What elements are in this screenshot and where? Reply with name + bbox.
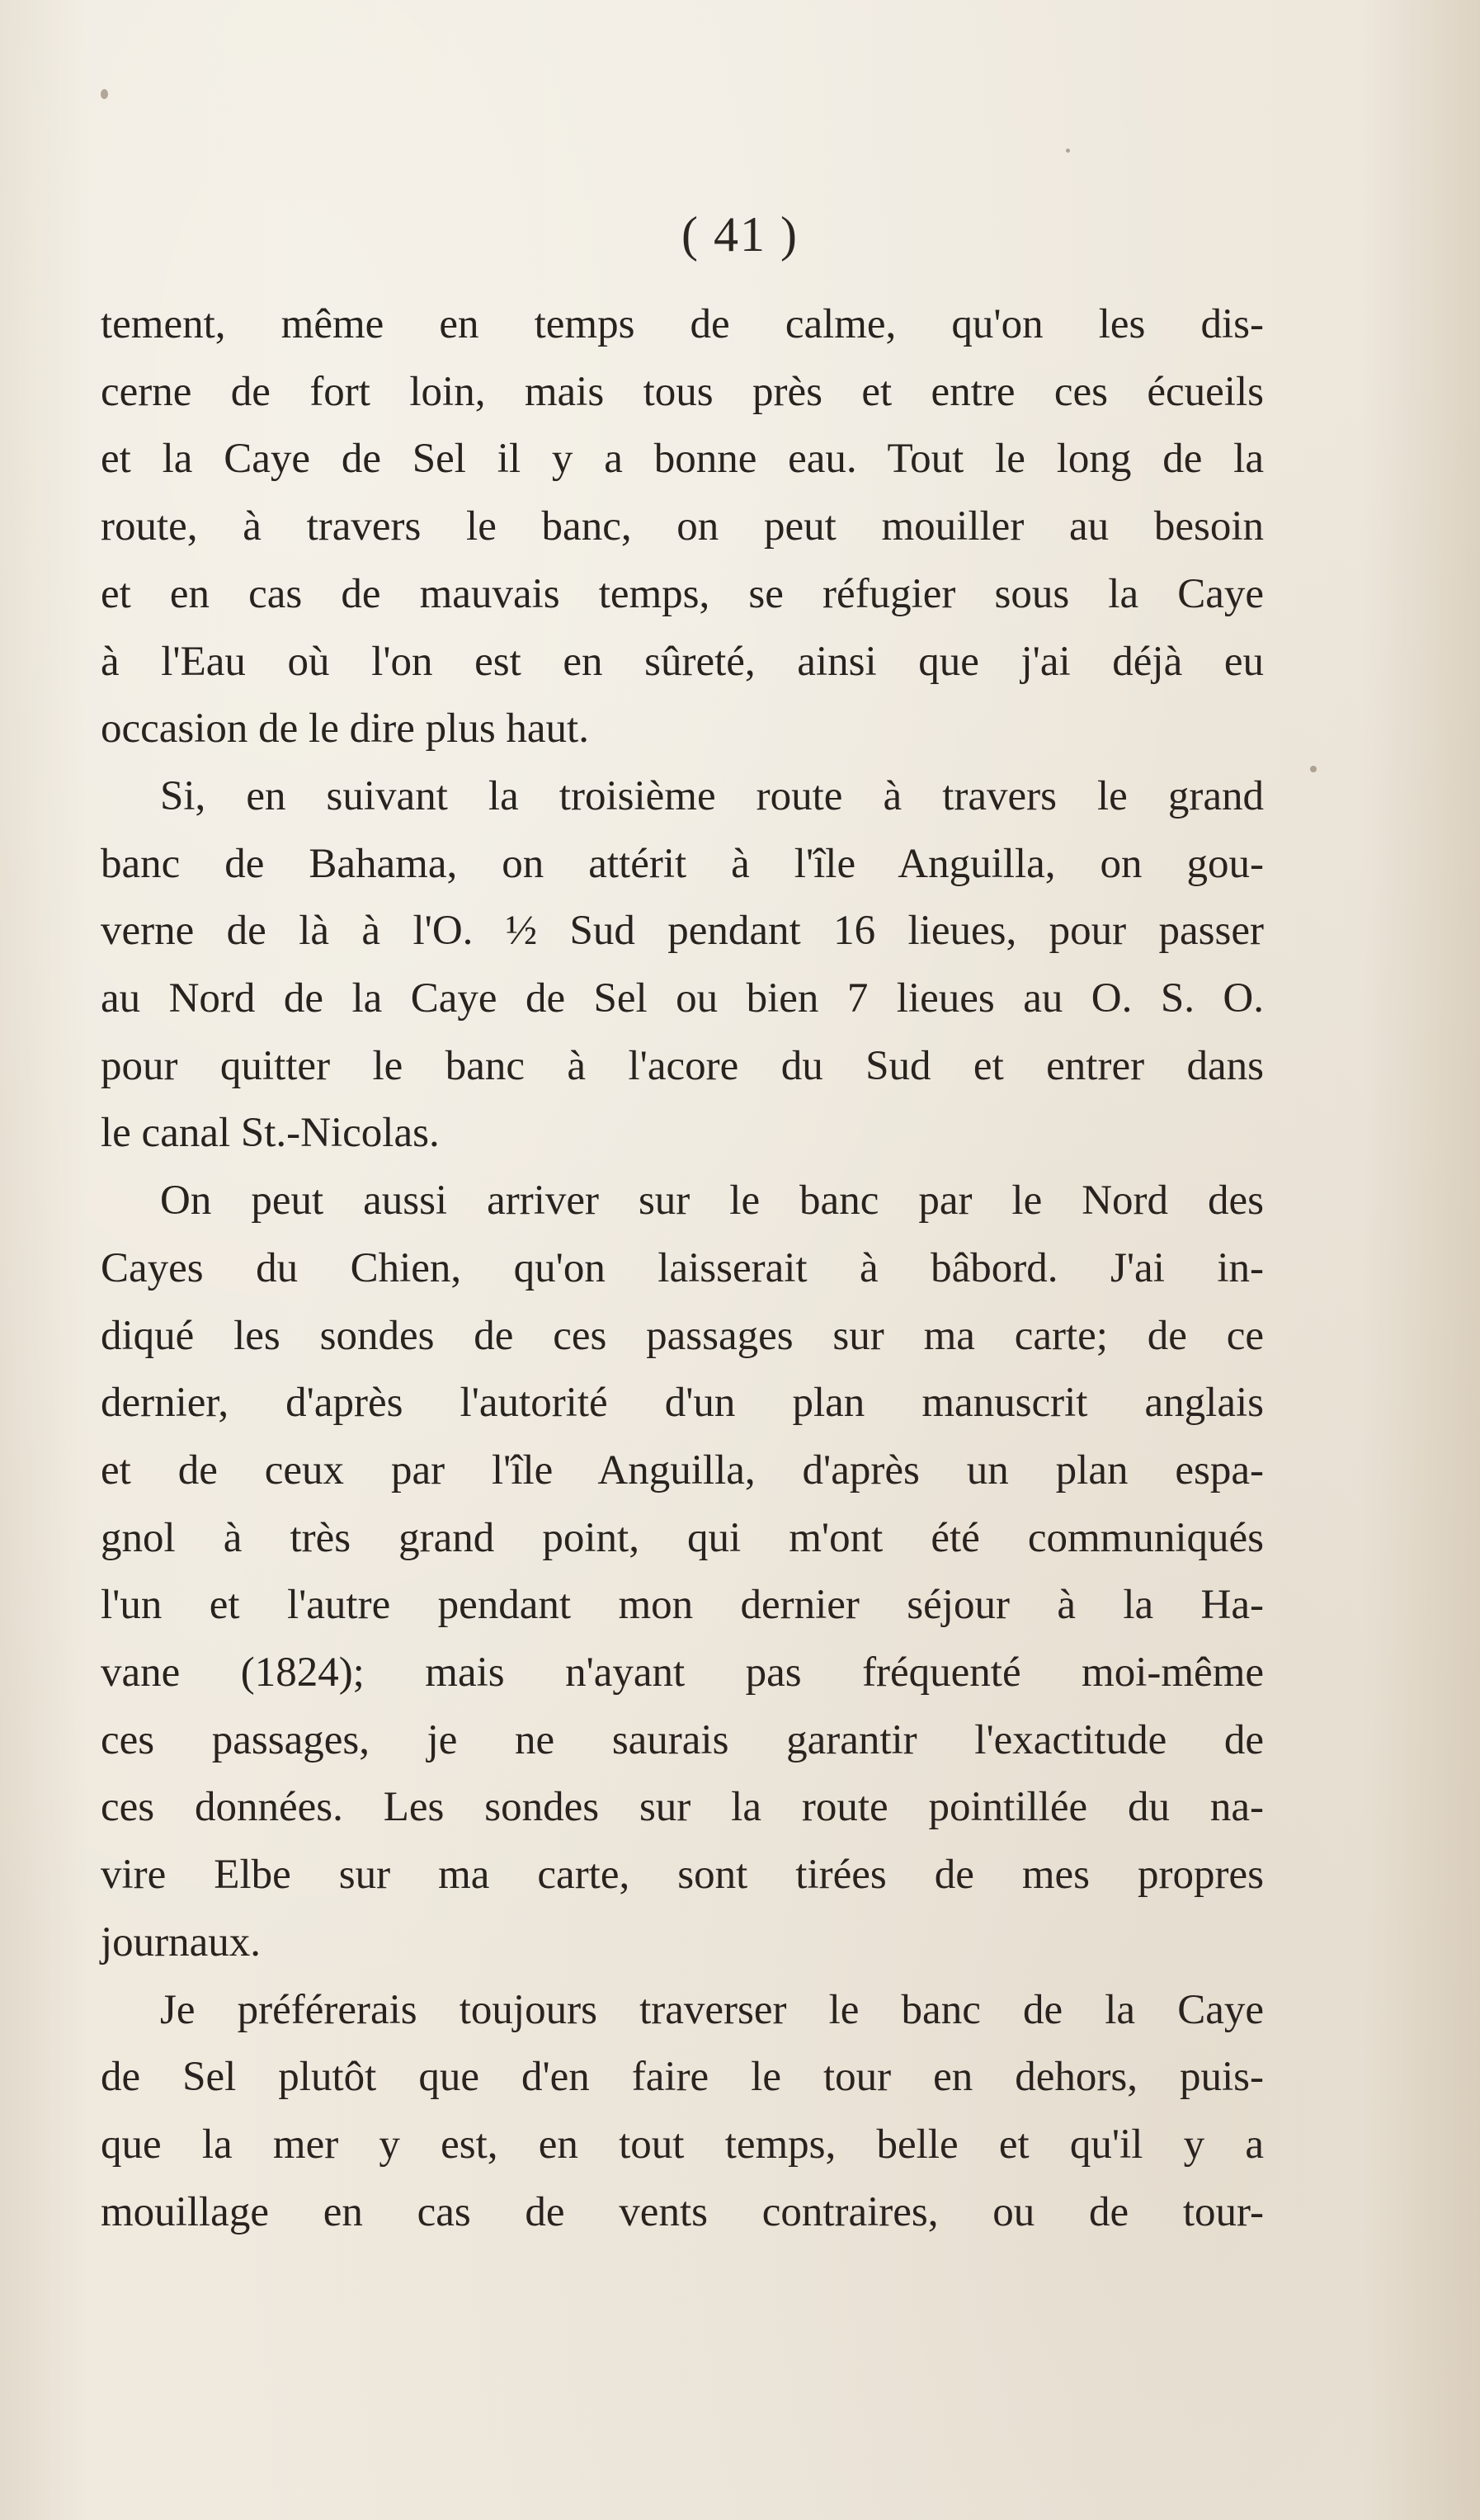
- text-line: et la Caye de Sel il y a bonne eau. Tout le long de la: [101, 436, 1264, 483]
- text-line: occasion de le dire plus haut.: [101, 706, 589, 753]
- text-line: route, à travers le banc, on peut mouiller au besoin: [101, 503, 1264, 550]
- text-line: que la mer y est, en tout temps, belle et qu'il y a: [101, 2121, 1264, 2168]
- text-line: pour quitter le banc à l'acore du Sud et entrer dans: [101, 1042, 1264, 1089]
- page-number: ( 41 ): [681, 207, 799, 262]
- paper-speck: [1310, 766, 1317, 772]
- text-line: banc de Bahama, on attérit à l'île Anguilla, on gou-: [101, 840, 1264, 887]
- paper-speck: [101, 89, 108, 99]
- text-line: le canal St.-Nicolas.: [101, 1110, 440, 1157]
- text-line: gnol à très grand point, qui m'ont été communiqués: [101, 1514, 1264, 1561]
- text-line: de Sel plutôt que d'en faire le tour en dehors, puis-: [101, 2054, 1264, 2101]
- text-line: diqué les sondes de ces passages sur ma carte; de ce: [101, 1312, 1264, 1359]
- text-line: ces passages, je ne saurais garantir l'exactitude de: [101, 1716, 1264, 1763]
- text-line: l'un et l'autre pendant mon dernier séjour à la Ha-: [101, 1582, 1264, 1629]
- text-line: vire Elbe sur ma carte, sont tirées de mes propres: [101, 1852, 1264, 1899]
- text-line: vane (1824); mais n'ayant pas fréquenté moi-même: [101, 1649, 1264, 1697]
- text-line: On peut aussi arriver sur le banc par le Nord des: [160, 1177, 1264, 1225]
- text-line: et de ceux par l'île Anguilla, d'après un plan espa-: [101, 1446, 1264, 1494]
- text-line: mouillage en cas de vents contraires, ou de tour-: [101, 2188, 1264, 2235]
- text-line: cerne de fort loin, mais tous près et entre ces écueils: [101, 368, 1264, 415]
- text-line: dernier, d'après l'autorité d'un plan manuscrit anglais: [101, 1380, 1264, 1427]
- text-line: verne de là à l'O. ½ Sud pendant 16 lieues, pour passer: [101, 908, 1264, 955]
- text-line: journaux.: [101, 1918, 262, 1966]
- text-line: ces données. Les sondes sur la route pointillée du na-: [101, 1784, 1264, 1831]
- body-text: [101, 291, 1264, 2246]
- paper-speck: [1066, 149, 1070, 153]
- text-line: au Nord de la Caye de Sel ou bien 7 lieues au O. S. O.: [101, 975, 1264, 1022]
- text-line: Je préférerais toujours traverser le banc de la Caye: [160, 1986, 1264, 2033]
- text-line: Cayes du Chien, qu'on laisserait à bâbord. J'ai in-: [101, 1244, 1264, 1291]
- text-line: Si, en suivant la troisième route à travers le grand: [160, 772, 1264, 819]
- text-line: et en cas de mauvais temps, se réfugier sous la Caye: [101, 570, 1264, 617]
- text-line: tement, même en temps de calme, qu'on les dis-: [101, 301, 1264, 347]
- text-line: à l'Eau où l'on est en sûreté, ainsi que j'ai déjà eu: [101, 638, 1264, 685]
